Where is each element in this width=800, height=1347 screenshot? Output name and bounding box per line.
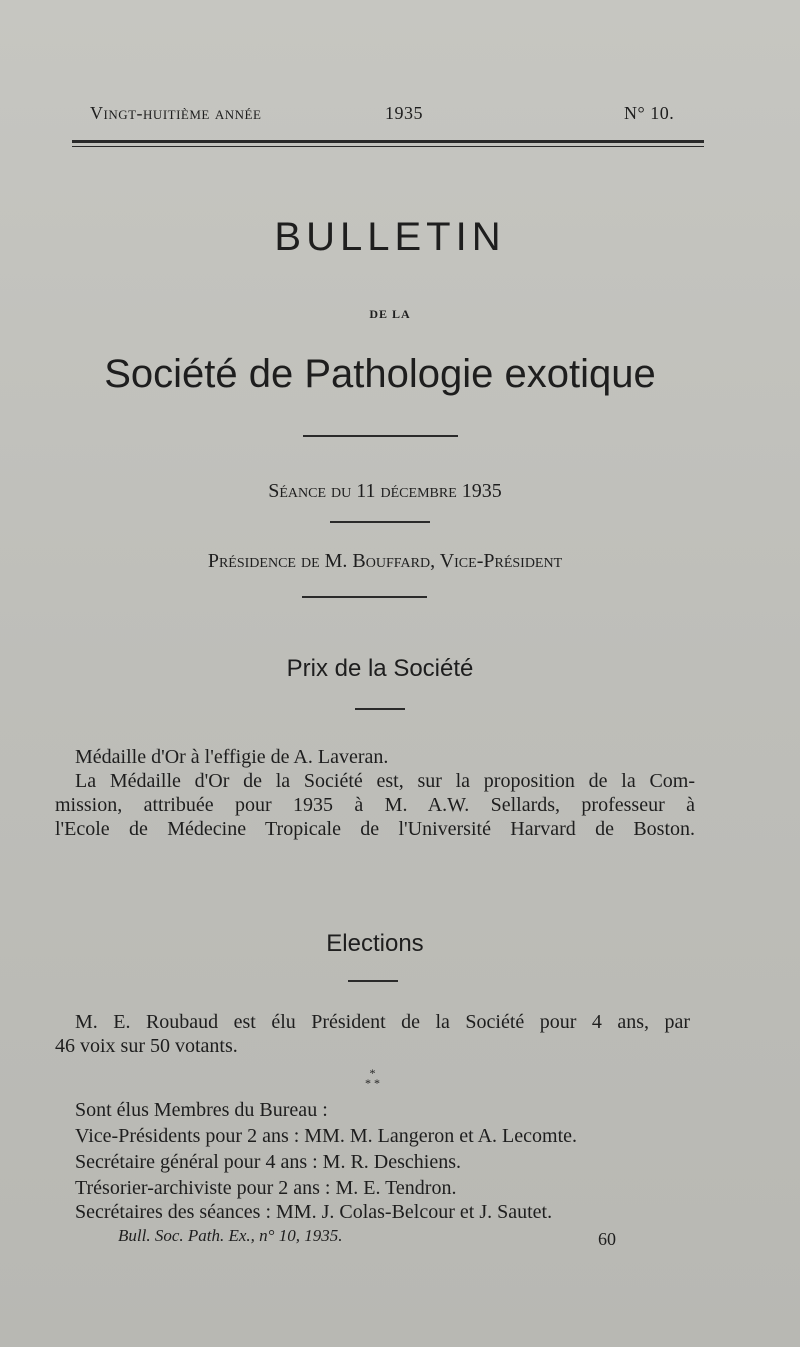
election-line-1: M. E. Roubaud est élu Président de la Société pour 4 ans, par xyxy=(75,1011,690,1033)
divider-1 xyxy=(303,435,458,437)
header-rule-thick xyxy=(72,140,704,143)
elections-heading: Elections xyxy=(326,930,424,957)
divider-2 xyxy=(330,521,430,523)
header-year: 1935 xyxy=(385,103,423,123)
session-date: Séance du 11 décembre 1935 xyxy=(268,480,502,502)
header-rule-thin xyxy=(72,146,704,147)
footer-citation: Bull. Soc. Path. Ex., n° 10, 1935. xyxy=(118,1226,343,1245)
bulletin-title: BULLETIN xyxy=(274,215,506,259)
page-number: 60 xyxy=(598,1229,616,1249)
prix-line-3: mission, attribuée pour 1935 à M. A.W. Sellards, professeur à xyxy=(55,794,695,816)
bureau-intro: Sont élus Membres du Bureau : xyxy=(75,1099,328,1121)
prix-heading: Prix de la Société xyxy=(286,655,474,682)
society-title: Société de Pathologie exotique xyxy=(104,352,656,396)
presidence-line: Présidence de M. Bouffard, Vice-Président xyxy=(207,550,563,572)
volume-label: Vingt-huitième année xyxy=(90,103,262,123)
asterism: * * * xyxy=(365,1066,380,1090)
election-line-2: 46 voix sur 50 votants. xyxy=(55,1035,238,1057)
tresorier-line: Trésorier-archiviste pour 2 ans : M. E. Tendron. xyxy=(75,1177,457,1199)
prix-line-1: Médaille d'Or à l'effigie de A. Laveran. xyxy=(75,746,389,768)
prix-line-2: La Médaille d'Or de la Société est, sur la proposition de la Com- xyxy=(75,770,695,792)
elections-underline xyxy=(348,980,398,982)
secretaires-seances-line: Secrétaires des séances : MM. J. Colas-Belcour et J. Sautet. xyxy=(75,1201,553,1223)
prix-underline xyxy=(355,708,405,710)
prix-line-4: l'Ecole de Médecine Tropicale de l'Université Harvard de Boston. xyxy=(55,818,695,840)
de-la-label: DE LA xyxy=(369,307,411,321)
issue-number: N° 10. xyxy=(624,103,675,123)
vice-presidents-line: Vice-Présidents pour 2 ans : MM. M. Langeron et A. Lecomte. xyxy=(75,1125,578,1147)
divider-3 xyxy=(302,596,427,598)
secretaire-general-line: Secrétaire général pour 4 ans : M. R. Deschiens. xyxy=(75,1151,461,1173)
